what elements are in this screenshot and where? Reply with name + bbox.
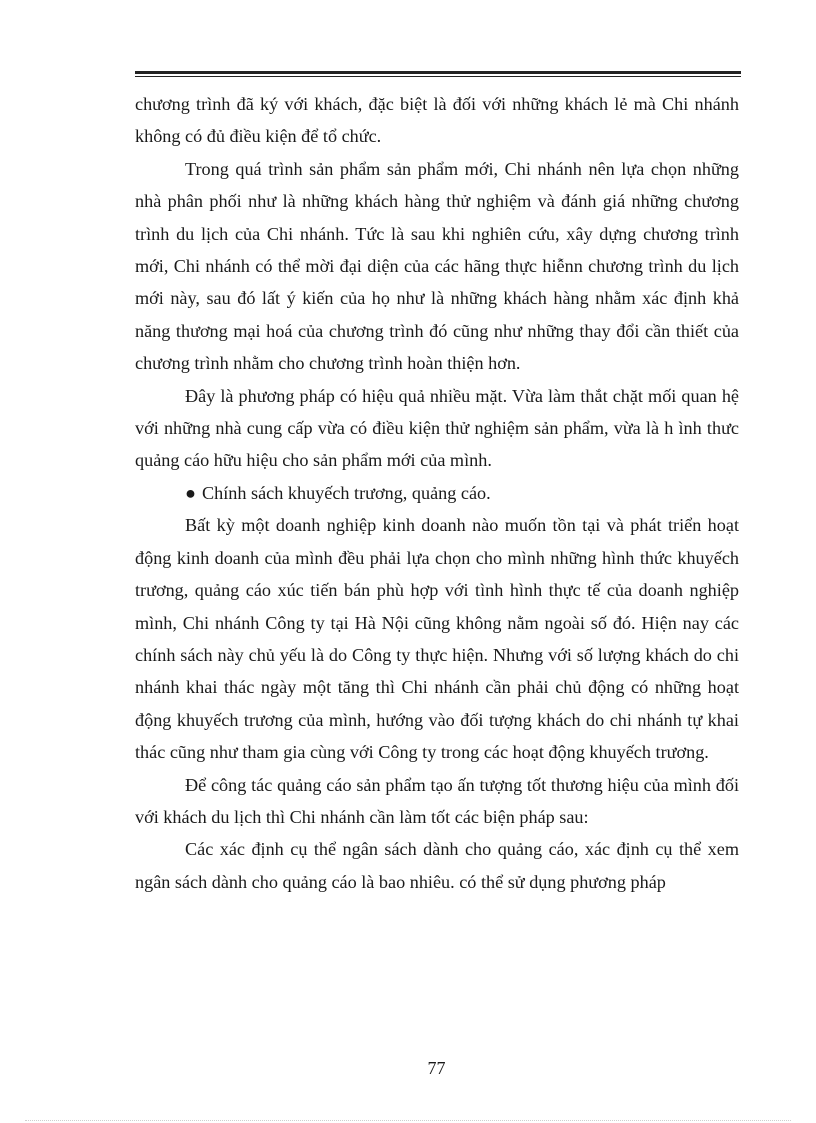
paragraph-3: Đây là phương pháp có hiệu quả nhiều mặt. Vừa làm thắt chặt mối quan hệ với những nhà cung cấp vừa có điều kiện thử nghiệm sản phẩm, vừa là h ình thưc quảng cáo hữu hiệu cho sản phẩm mới của mình. — [135, 385, 739, 471]
paragraph-1: chương trình đã ký với khách, đặc biệt là đối với những khách lẻ mà Chi nhánh không có đủ điều kiện để tổ chức. — [135, 94, 739, 147]
paragraph-5: Bất kỳ một doanh nghiệp kinh doanh nào muốn tồn tại và phát triển hoạt động kinh doanh của mình đều phải lựa chọn cho mình những hình thức khuyếch trương, quảng cáo xúc tiến bán phù hợp với tình hình thực tế của doanh nghiệp mình, Chi nhánh Công ty tại Hà Nội cũng không nằm ngoài số đó. Hiện nay các chính sách này chủ yếu là do Công ty thực hiện. Nhưng với số lượng khách do chi nhánh khai thác ngày một tăng thì Chi nhánh cần phải chủ động có những hoạt động khuyếch trương của mình, hướng vào đối tượng khách do chi nhánh tự khai thác cũng như tham gia cùng với Công ty trong các hoạt động khuyếch trương. — [135, 515, 739, 763]
paragraph-7: Các xác định cụ thể ngân sách dành cho quảng cáo, xác định cụ thể xem ngân sách dành cho quảng cáo là bao nhiêu. có thể sử dụng phương pháp — [135, 839, 739, 892]
bullet-icon: ● — [185, 482, 196, 503]
page-number: 77 — [427, 1058, 446, 1078]
bullet-item — [135, 477, 739, 509]
page-bottom-border — [25, 1120, 791, 1121]
paragraph-2: Trong quá trình sản phẩm sản phẩm mới, Chi nhánh nên lựa chọn những nhà phân phối như là những khách hàng thử nghiệm và đánh giá những chương trình du lịch của Chi nhánh. Tức là sau khi nghiên cứu, xây dựng chương trình mới, Chi nhánh có thể mời đại diện của các hãng thực hiễnn chương trình du lịch mới này, sau đó lất ý kiến của họ như là những khách hàng nhằm xác định khả năng thương mại hoá của chương trình đó cũng như những thay đổi cần thiết của chương trình nhằm cho chương trình hoàn thiện hơn. — [135, 158, 739, 374]
header-rule-thin — [135, 76, 741, 77]
bullet-item-text: Chính sách khuyếch trương, quảng cáo. — [202, 482, 491, 503]
header-rule-thick — [135, 71, 741, 74]
page-body — [135, 88, 739, 898]
paragraph-6: Để công tác quảng cáo sản phẩm tạo ấn tượng tốt thương hiệu của mình đối với khách du lịch thì Chi nhánh cần làm tốt các biện pháp sau: — [135, 774, 739, 827]
